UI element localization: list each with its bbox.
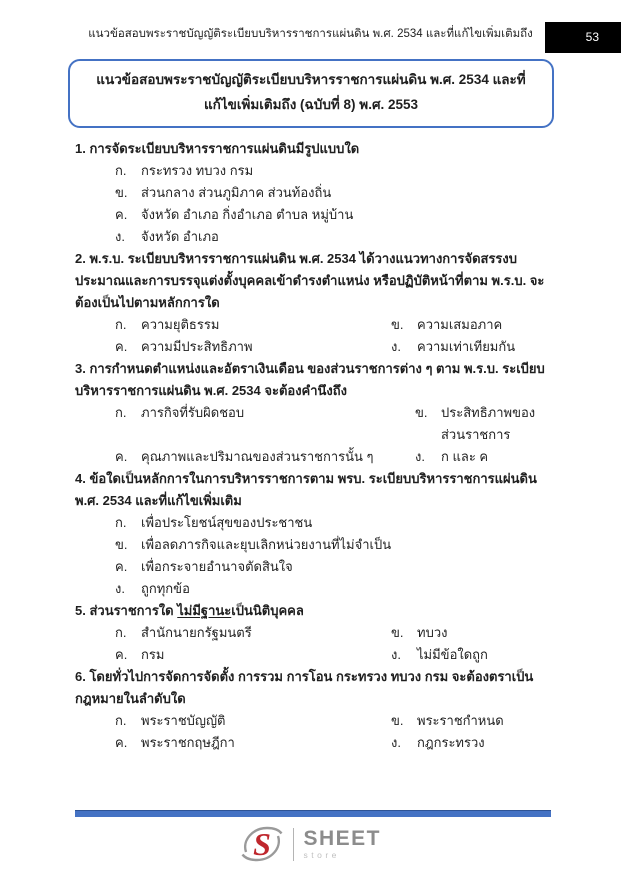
question-4: [75, 468, 551, 600]
question-5-option-c: [115, 644, 391, 666]
question-2-option-b: [391, 314, 551, 336]
question-2-option-c: [115, 336, 391, 358]
running-header: แนวข้อสอบพระราชบัญญัติระเบียบบริหารราชการแผ่นดิน พ.ศ. 2534 และที่แก้ไขเพิ่มเติมถึง: [88, 28, 533, 40]
question-4-option-c: [115, 556, 551, 578]
question-5-option-d: [391, 644, 551, 666]
question-2-options: [75, 314, 551, 358]
question-1-option-a: [115, 160, 551, 182]
page-number: 53: [585, 30, 599, 44]
option-letter: ก.: [115, 713, 127, 728]
sheet-store-logo: [0, 822, 621, 866]
option-letter: ข.: [115, 185, 128, 200]
question-2-option-a: [115, 314, 391, 336]
option-letter: ข.: [415, 405, 428, 420]
question-5-option-b: [391, 622, 551, 644]
question-3-option-d: [415, 446, 551, 468]
question-2-stem: 2. พ.ร.บ. ระเบียบบริหารราชการแผ่นดิน พ.ศ. 2534 ได้วางแนวทางการจัดสรรงบประมาณและการบรรจุแต่งตั้งบุคคลเข้าดำรงตำแหน่ง หรือปฏิบัติหน้าที่ตาม พ.ร.บ. จะต้องเป็นไปตามหลักการใด: [75, 251, 545, 310]
title-box: [68, 59, 554, 128]
brand-name: SHEET: [303, 826, 381, 850]
question-1-options: [75, 160, 551, 248]
question-3-option-b: [415, 402, 551, 446]
sheet-store-s-icon: [240, 822, 284, 866]
option-letter: ก.: [115, 625, 127, 640]
option-text: ถูกทุกข้อ: [141, 581, 190, 596]
question-2: [75, 248, 551, 358]
question-1-stem: 1. การจัดระเบียบบริหารราชการแผ่นดินมีรูปแบบใด: [75, 141, 360, 156]
question-6-stem: 6. โดยทั่วไปการจัดการจัดตั้ง การรวม การโอน กระทรวง ทบวง กรม จะต้องตราเป็นกฎหมายในลำดับใด: [75, 669, 534, 706]
option-letter: ง.: [115, 229, 125, 244]
option-letter: ก.: [115, 163, 127, 178]
question-6-option-b: [391, 710, 551, 732]
option-letter: ข.: [391, 625, 404, 640]
question-3-option-a: [115, 402, 415, 446]
question-6-options: [75, 710, 551, 754]
question-6-option-c: [115, 732, 391, 754]
question-4-options: [75, 512, 551, 600]
question-5: [75, 600, 551, 666]
question-5-options: [75, 622, 551, 666]
questions-list: [75, 138, 551, 754]
option-text: ความมีประสิทธิภาพ: [141, 339, 253, 354]
svg-text:S: S: [253, 826, 271, 862]
option-text: ความยุติธรรม: [141, 317, 220, 332]
option-text: ไม่มีข้อใดถูก: [417, 647, 488, 662]
question-1: [75, 138, 551, 248]
option-letter: ก.: [115, 405, 127, 420]
option-text: ส่วนกลาง ส่วนภูมิภาค ส่วนท้องถิ่น: [141, 185, 332, 200]
option-text: เพื่อกระจายอำนาจตัดสินใจ: [141, 559, 293, 574]
question-4-option-b: [115, 534, 551, 556]
option-text: ประสิทธิภาพของส่วนราชการ: [441, 405, 536, 442]
option-letter: ค.: [115, 735, 128, 750]
title-text: แนวข้อสอบพระราชบัญญัติระเบียบบริหารราชการแผ่นดิน พ.ศ. 2534 และที่แก้ไขเพิ่มเติมถึง (ฉบับที่ 8) พ.ศ. 2553: [96, 72, 526, 112]
option-text: กฎกระทรวง: [417, 735, 485, 750]
question-2-option-d: [391, 336, 551, 358]
option-letter: ง.: [115, 581, 125, 596]
option-text: เพื่อประโยชน์สุขของประชาชน: [141, 515, 313, 530]
question-3-option-c: [115, 446, 415, 468]
option-letter: ง.: [415, 449, 425, 464]
option-text: คุณภาพและปริมาณของส่วนราชการนั้น ๆ: [141, 449, 374, 464]
option-text: ก และ ค: [441, 449, 489, 464]
question-3-options: [75, 402, 551, 468]
option-letter: ง.: [391, 735, 401, 750]
question-5-stem: [75, 600, 551, 622]
question-1-option-d: [115, 226, 551, 248]
stem-text: 5. ส่วนราชการใด: [75, 603, 178, 618]
option-text: ความเสมอภาค: [417, 317, 503, 332]
option-text: พระราชกฤษฎีกา: [141, 735, 235, 750]
question-6-option-a: [115, 710, 391, 732]
option-text: กรม: [141, 647, 165, 662]
option-letter: ค.: [115, 207, 128, 222]
stem-text: เป็นนิติบุคคล: [231, 603, 304, 618]
option-text: จังหวัด อำเภอ: [141, 229, 219, 244]
option-letter: ก.: [115, 515, 127, 530]
option-text: จังหวัด อำเภอ กิ่งอำเภอ ตำบล หมู่บ้าน: [141, 207, 354, 222]
option-letter: ง.: [391, 647, 401, 662]
option-text: พระราชกำหนด: [417, 713, 504, 728]
option-letter: ค.: [115, 339, 128, 354]
logo-divider: [293, 828, 295, 861]
option-text: ความเท่าเทียมกัน: [417, 339, 516, 354]
option-text: ทบวง: [417, 625, 448, 640]
option-text: เพื่อลดภารกิจและยุบเลิกหน่วยงานที่ไม่จำเป็น: [141, 537, 392, 552]
option-text: ภารกิจที่รับผิดชอบ: [141, 405, 245, 420]
brand-subtitle: store: [303, 849, 340, 860]
question-4-stem: 4. ข้อใดเป็นหลักการในการบริหารราชการตาม พรบ. ระเบียบบริหารราชการแผ่นดิน พ.ศ. 2534 และที่แก้ไขเพิ่มเติม: [75, 471, 537, 508]
question-4-option-a: [115, 512, 551, 534]
option-text: สำนักนายกรัฐมนตรี: [141, 625, 252, 640]
option-text: พระราชบัญญัติ: [141, 713, 226, 728]
footer-divider-bar: [75, 810, 551, 817]
option-letter: ข.: [391, 317, 404, 332]
question-6: [75, 666, 551, 754]
option-letter: ค.: [115, 449, 128, 464]
option-text: กระทรวง ทบวง กรม: [141, 163, 254, 178]
question-3-stem: 3. การกำหนดตำแหน่งและอัตราเงินเดือน ของส่วนราชการต่าง ๆ ตาม พ.ร.บ. ระเบียบบริหารราชการแผ่นดิน พ.ศ. 2534 จะต้องคำนึงถึง: [75, 361, 545, 398]
question-3: [75, 358, 551, 468]
question-1-option-b: [115, 182, 551, 204]
logo-text: [303, 826, 381, 860]
stem-underlined-text: ไม่มีฐานะ: [177, 603, 232, 618]
option-letter: ข.: [391, 713, 404, 728]
option-letter: ค.: [115, 559, 128, 574]
option-letter: ค.: [115, 647, 128, 662]
option-letter: ง.: [391, 339, 401, 354]
question-5-option-a: [115, 622, 391, 644]
option-letter: ข.: [115, 537, 128, 552]
page-number-tab: [545, 22, 621, 53]
question-4-option-d: [115, 578, 551, 600]
question-6-option-d: [391, 732, 551, 754]
option-letter: ก.: [115, 317, 127, 332]
question-1-option-c: [115, 204, 551, 226]
